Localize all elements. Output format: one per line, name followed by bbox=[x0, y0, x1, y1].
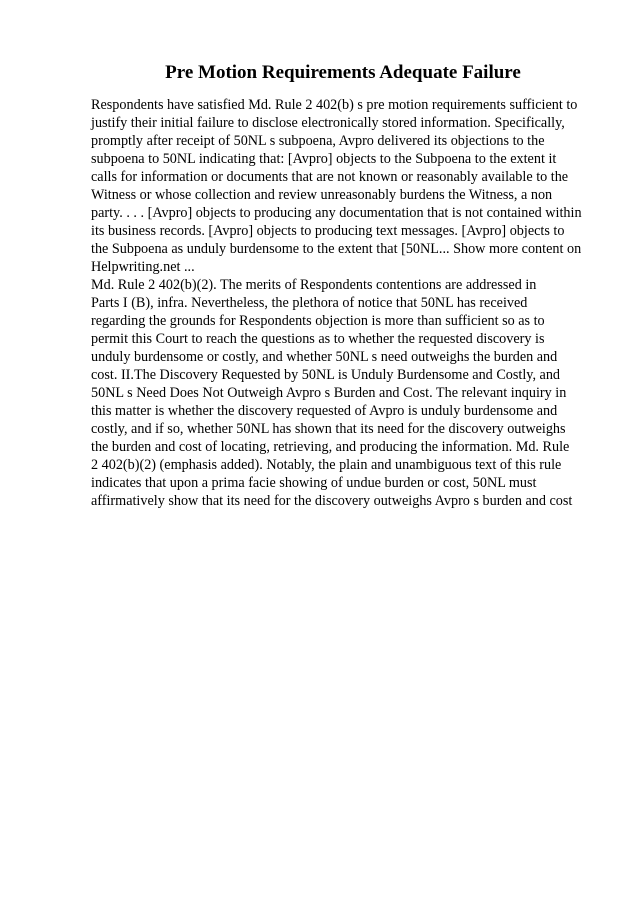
text-line: cost. II.The Discovery Requested by 50NL is Unduly Burdensome and Costly, and bbox=[91, 367, 561, 383]
text-line: subpoena to 50NL indicating that: [Avpro] objects to the Subpoena to the extent it bbox=[91, 151, 557, 167]
text-line: justify their initial failure to disclose electronically stored information. Specifically, bbox=[91, 115, 565, 131]
text-line: its business records. [Avpro] objects to producing text messages. [Avpro] objects to bbox=[91, 223, 565, 239]
text-line: Witness or whose collection and review unreasonably burdens the Witness, a non bbox=[91, 187, 553, 203]
text-line: costly, and if so, whether 50NL has shown that its need for the discovery outweighs bbox=[91, 421, 566, 437]
text-line: the Subpoena as unduly burdensome to the extent that [50NL... Show more content on bbox=[91, 241, 582, 257]
text-line: calls for information or documents that are not known or reasonably available to the bbox=[91, 169, 569, 185]
text-line: permit this Court to reach the questions as to whether the requested discovery is bbox=[91, 331, 545, 347]
text-line: unduly burdensome or costly, and whether 50NL s need outweighs the burden and bbox=[91, 349, 558, 365]
text-line: this matter is whether the discovery requested of Avpro is unduly burdensome and bbox=[91, 403, 558, 419]
text-line: Parts I (B), infra. Nevertheless, the plethora of notice that 50NL has received bbox=[91, 295, 528, 311]
text-line: Respondents have satisfied Md. Rule 2 402(b) s pre motion requirements sufficient to bbox=[91, 97, 578, 113]
text-line: Helpwriting.net ... bbox=[91, 259, 195, 275]
text-line: affirmatively show that its need for the discovery outweighs Avpro s burden and cost bbox=[91, 493, 573, 509]
text-line: party. . . . [Avpro] objects to producing any documentation that is not contained within bbox=[91, 205, 582, 221]
text-line: 2 402(b)(2) (emphasis added). Notably, the plain and unambiguous text of this rule bbox=[91, 457, 562, 473]
text-line: Md. Rule 2 402(b)(2). The merits of Respondents contentions are addressed in bbox=[91, 277, 537, 293]
text-line: the burden and cost of locating, retrieving, and producing the information. Md. Rule bbox=[91, 439, 570, 455]
page-title: Pre Motion Requirements Adequate Failure bbox=[165, 62, 521, 83]
text-line: 50NL s Need Does Not Outweigh Avpro s Burden and Cost. The relevant inquiry in bbox=[91, 385, 567, 401]
text-line: promptly after receipt of 50NL s subpoena, Avpro delivered its objections to the bbox=[91, 133, 545, 149]
text-line: indicates that upon a prima facie showing of undue burden or cost, 50NL must bbox=[91, 475, 537, 491]
text-line: regarding the grounds for Respondents objection is more than sufficient so as to bbox=[91, 313, 545, 329]
